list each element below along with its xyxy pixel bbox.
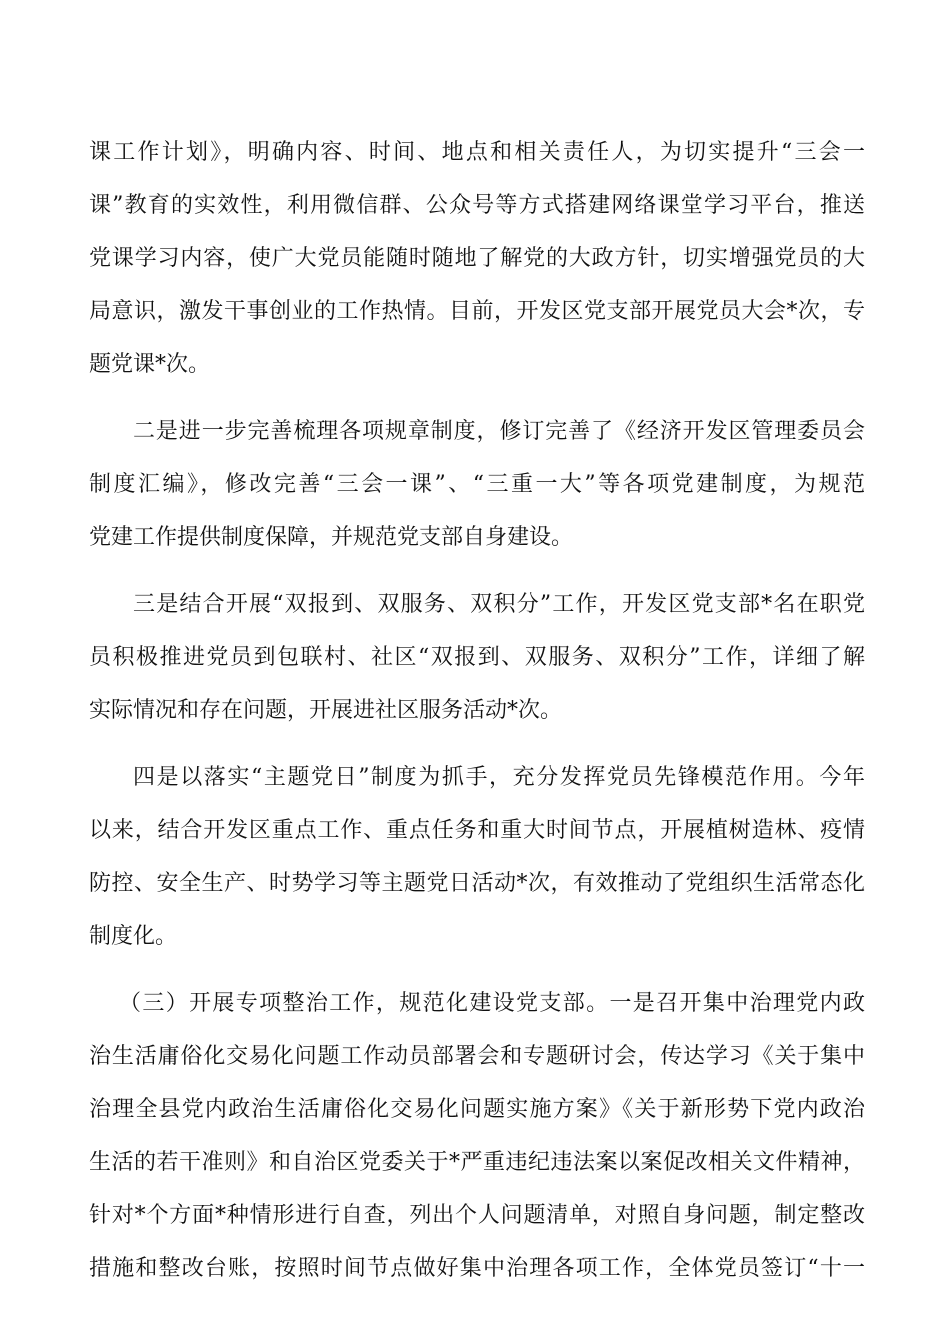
text-line: 课工作计划》，明确内容、时间、地点和相关责任人，为切实提升“三会一 (89, 140, 865, 165)
text-line: 治生活庸俗化交易化问题工作动员部署会和专题研讨会，传达学习《关于集中 (89, 1044, 865, 1069)
text-line: 题党课*次。 (89, 352, 211, 377)
text-line: 以来，结合开发区重点工作、重点任务和重大时间节点，开展植树造林、疫情 (89, 818, 865, 843)
text-line: 二是进一步完善梳理各项规章制度，修订完善了《经济开发区管理委员会 (133, 419, 865, 444)
paragraph-3 (89, 578, 865, 737)
text-line: 局意识，激发干事创业的工作热情。目前，开发区党支部开展党员大会*次，专 (89, 299, 865, 324)
paragraph-5 (89, 977, 865, 1295)
text-line: 针对*个方面*种情形进行自查，列出个人问题清单，对照自身问题，制定整改 (89, 1203, 865, 1228)
text-line: 三是结合开展“双报到、双服务、双积分”工作，开发区党支部*名在职党 (133, 592, 865, 617)
text-line: 生活的若干准则》和自治区党委关于*严重违纪违法案以案促改相关文件精神， (89, 1150, 865, 1175)
paragraph-1 (89, 126, 865, 391)
text-line: （三）开展专项整治工作，规范化建设党支部。一是召开集中治理党内政 (119, 991, 865, 1016)
text-line: 员积极推进党员到包联村、社区“双报到、双服务、双积分”工作，详细了解 (89, 645, 865, 670)
text-line: 治理全县党内政治生活庸俗化交易化问题实施方案》《关于新形势下党内政治 (89, 1097, 865, 1122)
text-line: 制度汇编》，修改完善“三会一课”、“三重一大”等各项党建制度，为规范 (89, 472, 865, 497)
paragraph-2 (89, 405, 865, 564)
text-line: 四是以落实“主题党日”制度为抓手，充分发挥党员先锋模范作用。今年 (133, 765, 865, 790)
text-line: 课”教育的实效性，利用微信群、公众号等方式搭建网络课堂学习平台，推送 (89, 193, 865, 218)
text-line: 实际情况和存在问题，开展进社区服务活动*次。 (89, 698, 563, 723)
text-line: 防控、安全生产、时势学习等主题党日活动*次，有效推动了党组织生活常态化 (89, 871, 865, 896)
paragraph-4 (89, 751, 865, 963)
text-line: 党课学习内容，使广大党员能随时随地了解党的大政方针，切实增强党员的大 (89, 246, 865, 271)
text-line: 党建工作提供制度保障，并规范党支部自身建设。 (89, 525, 574, 550)
text-line: 措施和整改台账，按照时间节点做好集中治理各项工作，全体党员签订“十一 (89, 1256, 865, 1281)
document-body (89, 126, 865, 1295)
text-line: 制度化。 (89, 924, 178, 949)
